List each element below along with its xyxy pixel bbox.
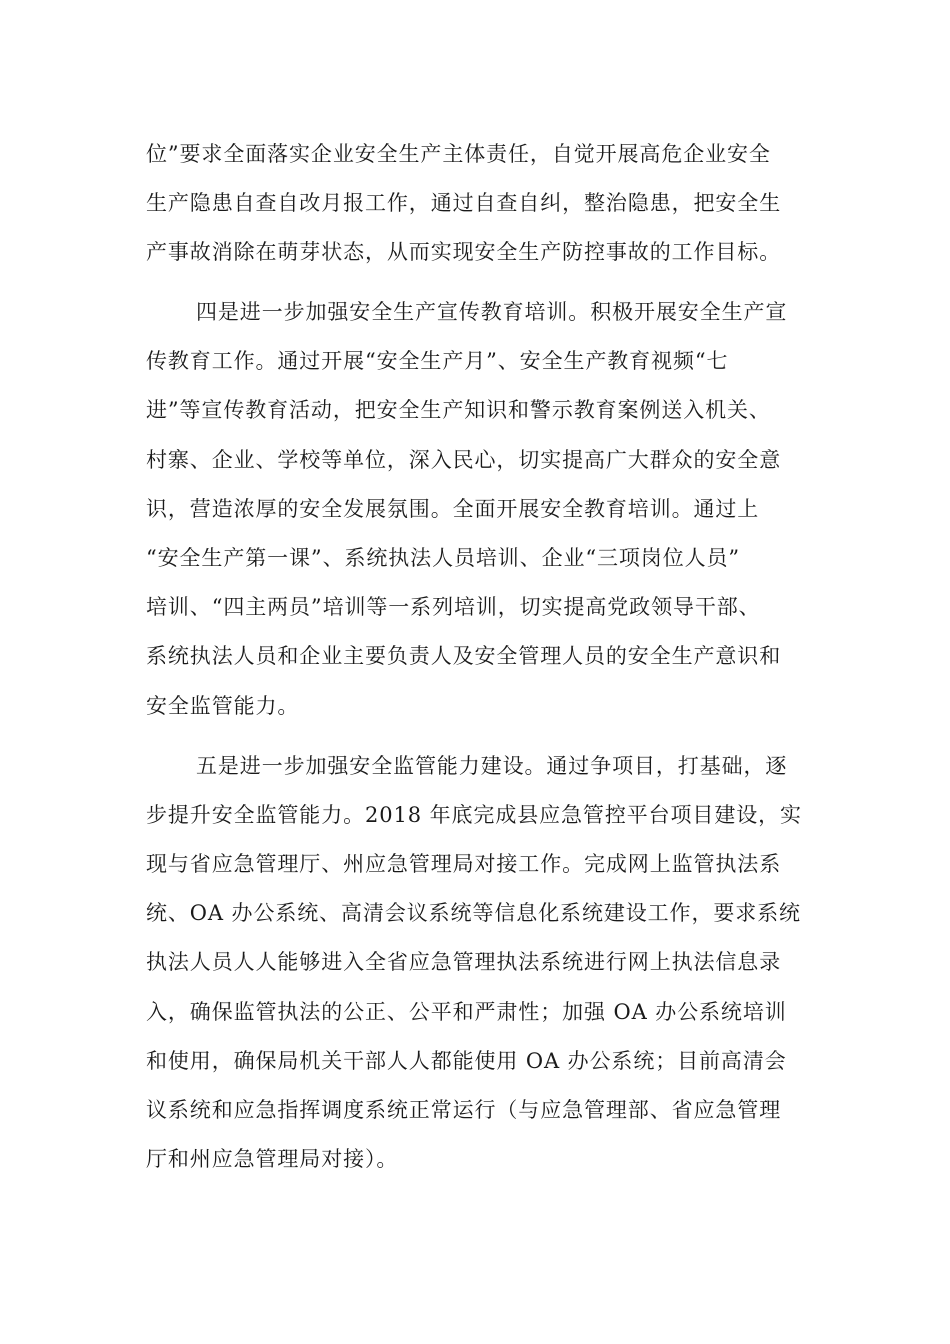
text-line: 培训、“四主两员”培训等一系列培训，切实提高党政领导干部、 xyxy=(146,595,761,619)
paragraph-first-line: 四是进一步加强安全生产宣传教育培训。积极开展安全生产宣 xyxy=(196,300,788,324)
text-line: 传教育工作。通过开展“安全生产月”、安全生产教育视频“七 xyxy=(146,349,729,373)
paragraph-first-line: 五是进一步加强安全监管能力建设。通过争项目，打基础，逐 xyxy=(196,754,788,778)
text-line: 进”等宣传教育活动，把安全生产知识和警示教育案例送入机关、 xyxy=(146,398,771,422)
text-line: 安全监管能力。 xyxy=(146,694,300,718)
text-line: 入，确保监管执法的公正、公平和严肃性；加强 OA 办公系统培训 xyxy=(146,1000,787,1024)
text-line: 执法人员人人能够进入全省应急管理执法系统进行网上执法信息录 xyxy=(146,950,782,974)
text-line: 厅和州应急管理局对接）。 xyxy=(146,1147,399,1171)
text-line: 现与省应急管理厅、州应急管理局对接工作。完成网上监管执法系 xyxy=(146,852,782,876)
text-line: 系统执法人员和企业主要负责人及安全管理人员的安全生产意识和 xyxy=(146,644,782,668)
text-line: 村寨、企业、学校等单位，深入民心，切实提高广大群众的安全意 xyxy=(146,448,782,472)
text-line: “安全生产第一课”、系统执法人员培训、企业“三项岗位人员” xyxy=(146,546,741,570)
text-line: 位”要求全面落实企业安全生产主体责任，自觉开展高危企业安全 xyxy=(146,142,771,166)
text-line: 生产隐患自查自改月报工作，通过自查自纠，整治隐患，把安全生 xyxy=(146,191,782,215)
text-line: 产事故消除在萌芽状态，从而实现安全生产防控事故的工作目标。 xyxy=(146,240,782,264)
text-line: 和使用，确保局机关干部人人都能使用 OA 办公系统；目前高清会 xyxy=(146,1049,787,1073)
text-line: 议系统和应急指挥调度系统正常运行（与应急管理部、省应急管理 xyxy=(146,1098,782,1122)
text-line: 步提升安全监管能力。2018 年底完成县应急管控平台项目建设，实 xyxy=(146,803,802,827)
text-line: 识，营造浓厚的安全发展氛围。全面开展安全教育培训。通过上 xyxy=(146,497,760,521)
text-line: 统、OA 办公系统、高清会议系统等信息化系统建设工作，要求系统 xyxy=(146,901,801,925)
